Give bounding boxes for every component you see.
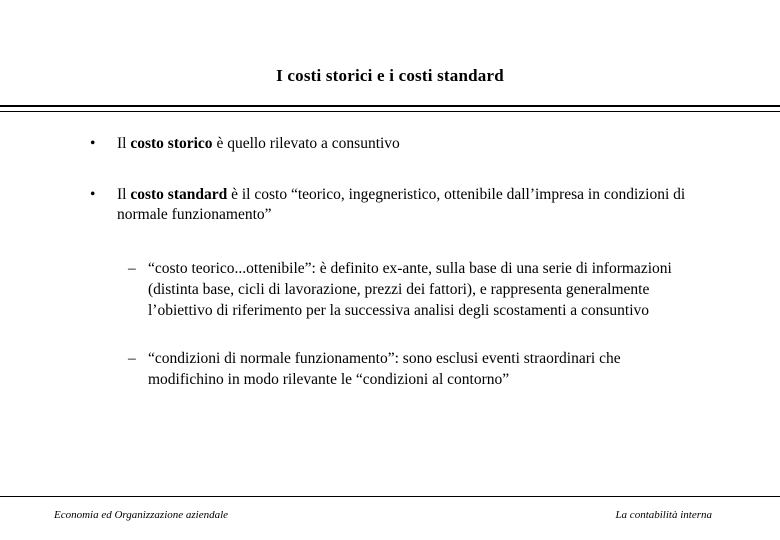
title-rule-thin bbox=[0, 111, 780, 112]
bullet-bold-term: costo storico bbox=[130, 135, 213, 152]
bullet-marker: • bbox=[90, 186, 96, 203]
bullet-rest: è il costo “teorico, ingegneristico, ottenibile dall’impresa in condizioni di normale funzionamento” bbox=[117, 186, 686, 223]
footer-course-name: Economia ed Organizzazione aziendale bbox=[54, 509, 229, 521]
bullet-marker: • bbox=[90, 135, 96, 152]
bullet-prefix: Il bbox=[117, 186, 131, 203]
slide-title: I costi storici e i costi standard bbox=[276, 66, 504, 85]
bullet-text bbox=[117, 134, 727, 154]
subbullet-marker: – bbox=[128, 260, 136, 277]
bullet-text bbox=[117, 185, 727, 225]
subbullet-text: “costo teorico...ottenibile”: è definito ex-ante, sulla base di una serie di informazioni (distinta base, cicli di lavorazione, prezzi dei fattori), e rappresenta generalmente l’obiettivo di riferimento per la successiva analisi degli scostamenti a consuntivo bbox=[148, 260, 672, 319]
subbullet-text: “condizioni di normale funzionamento”: sono esclusi eventi straordinari che modifichino in modo rilevante le “condizioni al contorno” bbox=[148, 350, 621, 388]
title-rule-thick bbox=[0, 105, 780, 107]
bullet-prefix: Il bbox=[117, 135, 131, 152]
bullet-bold-term: costo standard bbox=[130, 186, 228, 203]
bullet-rest: è quello rilevato a consuntivo bbox=[212, 135, 400, 152]
subbullet-marker: – bbox=[128, 350, 136, 367]
footer-section-name: La contabilità interna bbox=[615, 509, 712, 521]
footer-rule bbox=[0, 496, 780, 497]
